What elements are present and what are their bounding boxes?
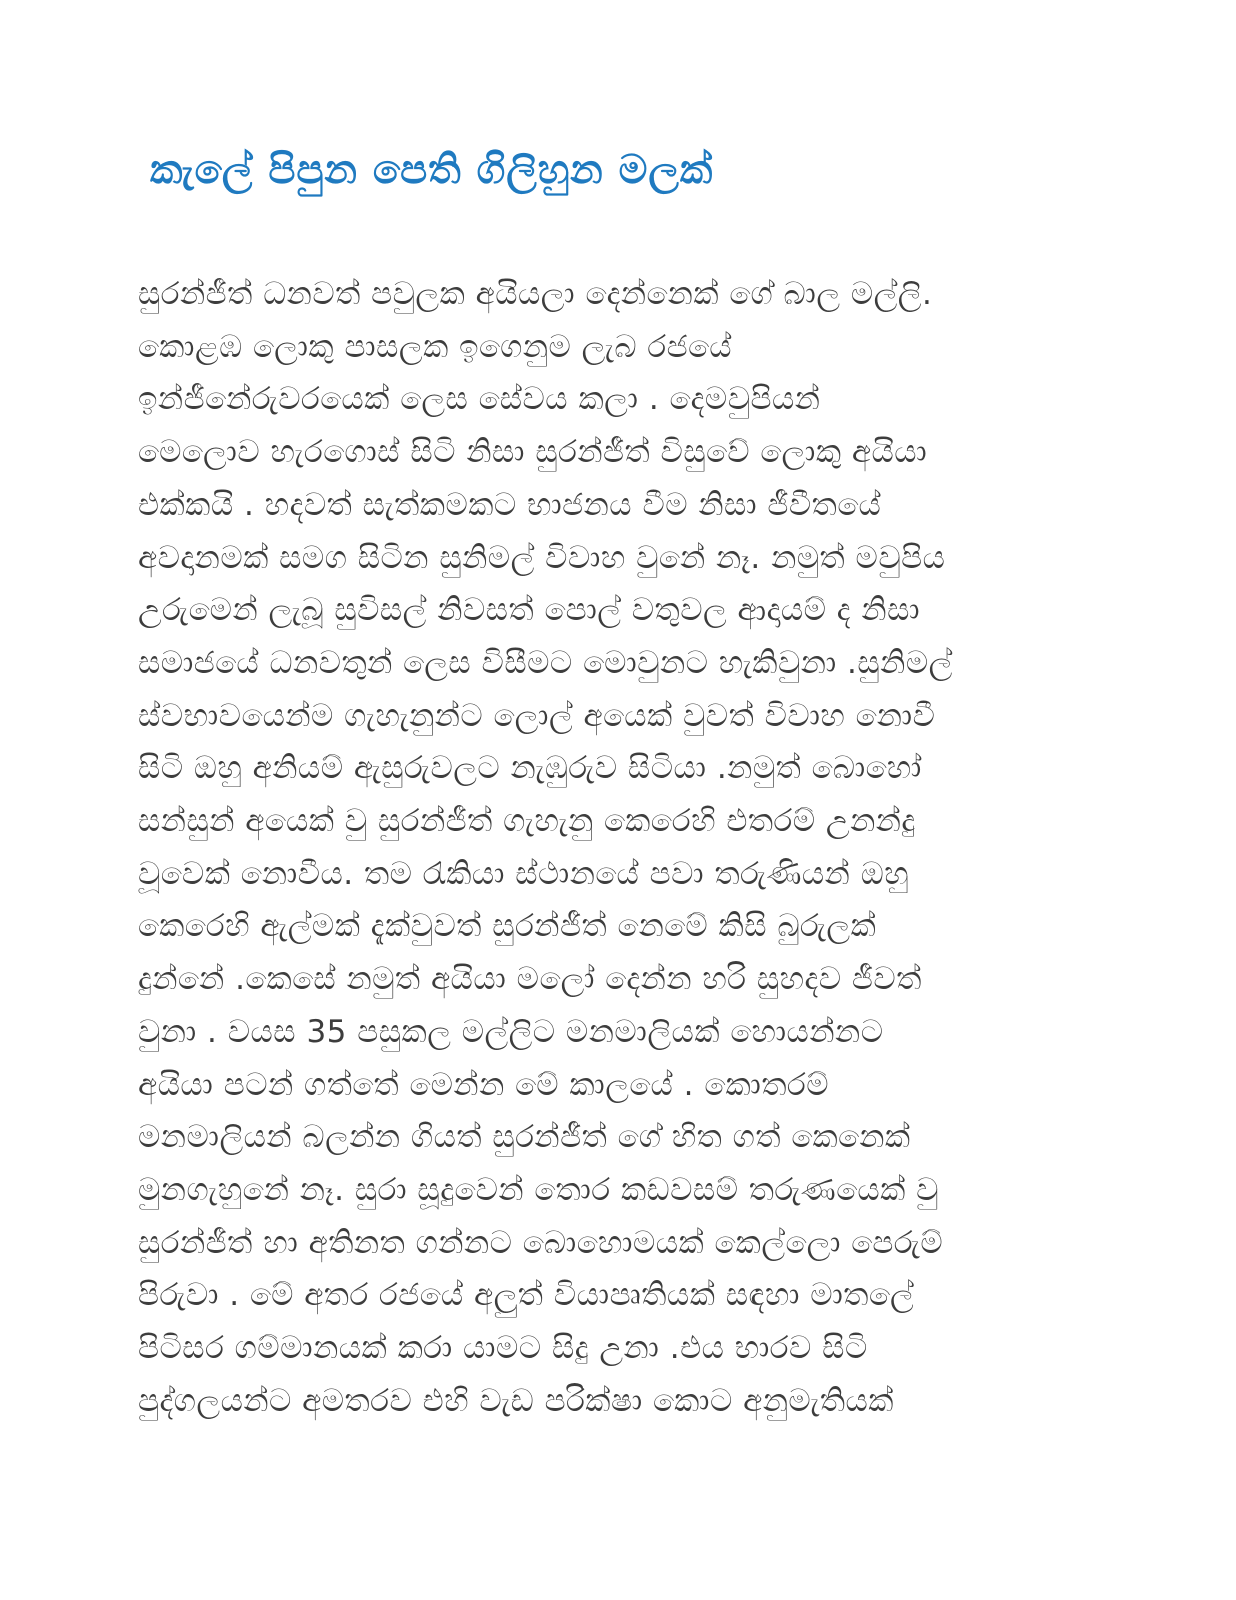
body-text-line: මනමාලියන් බලන්න ගියත් සුරන්ජීත් ගේ හිත ගත් කෙනෙක් — [138, 1119, 911, 1156]
body-text-line: වුනා . වයස 35 පසුකල මල්ලිට මනමාලියක් හොයන්නට — [138, 1013, 884, 1050]
body-text-line: දුන්නේ .කෙසේ නමුත් අයියා මලෝ දෙන්න හරි සුහදව ජීවත් — [138, 961, 922, 998]
body-text-line: වූවෙක් නොවීය. තම රැකියා ස්ථානයේ පවා තරුණියන් ඔහු — [138, 855, 910, 892]
body-text-line: පිරුවා . මේ අතර රජයේ අලුත් වියාපෘතියක් සඳහා මාතලේ — [138, 1277, 915, 1314]
body-text-line: අවදානමක් සමග සිටින සුනිමල් විවාහ වුනේ නෑ. නමුත් මවුපිය — [138, 539, 946, 576]
body-paragraph — [138, 268, 1118, 1427]
body-text-line: සමාජයේ ධනවතුන් ලෙස විසීමට මොවුනට හැකිවුනා .සුනිමල් — [138, 644, 953, 681]
body-text-line: එක්කයි . හදවත් සැත්කමකට භාජනය වීම නිසා ජීවීතයේ — [138, 486, 882, 523]
body-text-line: උරුමෙන් ලැබූ සුවිසල් නිවසත් පොල් වතුවල ආදායම් ද නිසා — [138, 592, 921, 629]
body-text-line: සිටි ඔහු අනියම් ඇසුරුවලට නැඹුරුව සිටියා .නමුත් බොහෝ — [138, 750, 922, 787]
body-text-line: සන්සුන් අයෙක් වු සුරන්ජීත් ගැහැනු කෙරෙහි එතරම් උනන්දු — [138, 803, 916, 840]
body-text-line: ඉන්ජීනේරුවරයෙක් ලෙස සේවය කලා . දෙමවුපියන් — [138, 381, 821, 418]
body-text-line: අයියා පටන් ගත්තේ මෙන්න මේ කාලයේ . කොතරම් — [138, 1066, 830, 1103]
body-text-line: පිටිසර ගම්මානයක් කරා යාමට සිදු උනා .එය භාරව සිටි — [138, 1330, 868, 1367]
body-text-line: මෙලොව හැරගොස් සිටි නිසා සුරන්ජීත් විසුවේ ලොකු අයියා — [138, 434, 928, 471]
body-text-line: පුද්ගලයන්ට අමතරව එහි වැඩ පරික්ෂා කොට අනුමැතියක් — [138, 1382, 894, 1419]
page-title: කැලේ පිපුන පෙති ගිලිහුන මලක් — [150, 147, 714, 193]
body-text-line: සුරන්ජීත් ධනවත් පවුලක අයියලා දෙන්නෙක් ගේ බාල මල්ලි. — [138, 276, 933, 312]
body-text-line: කෙරෙහි ඇල්මක් දැක්වුවත් සුරන්ජීත් නෙමේ කිසි බුරුලක් — [138, 908, 877, 945]
body-text-line: කොළඹ ලොකු පාසලක ඉගෙනුම ලැබ රජයේ — [138, 328, 733, 365]
body-text-line: සුරන්ජීත් හා අතිනත ගන්නට බොහොමයක් කෙල්ලො පෙරුම් — [138, 1224, 944, 1261]
body-text-line: මුනගැහුනේ නෑ. සුරා සූදුවෙන් තොර කඩවසම් තරුණයෙක් වු — [138, 1171, 939, 1208]
body-text-line: ස්වභාවයෙන්ම ගැහැනුන්ට ලොල් අයෙක් වුවත් විවාහ නොවී — [138, 697, 936, 734]
